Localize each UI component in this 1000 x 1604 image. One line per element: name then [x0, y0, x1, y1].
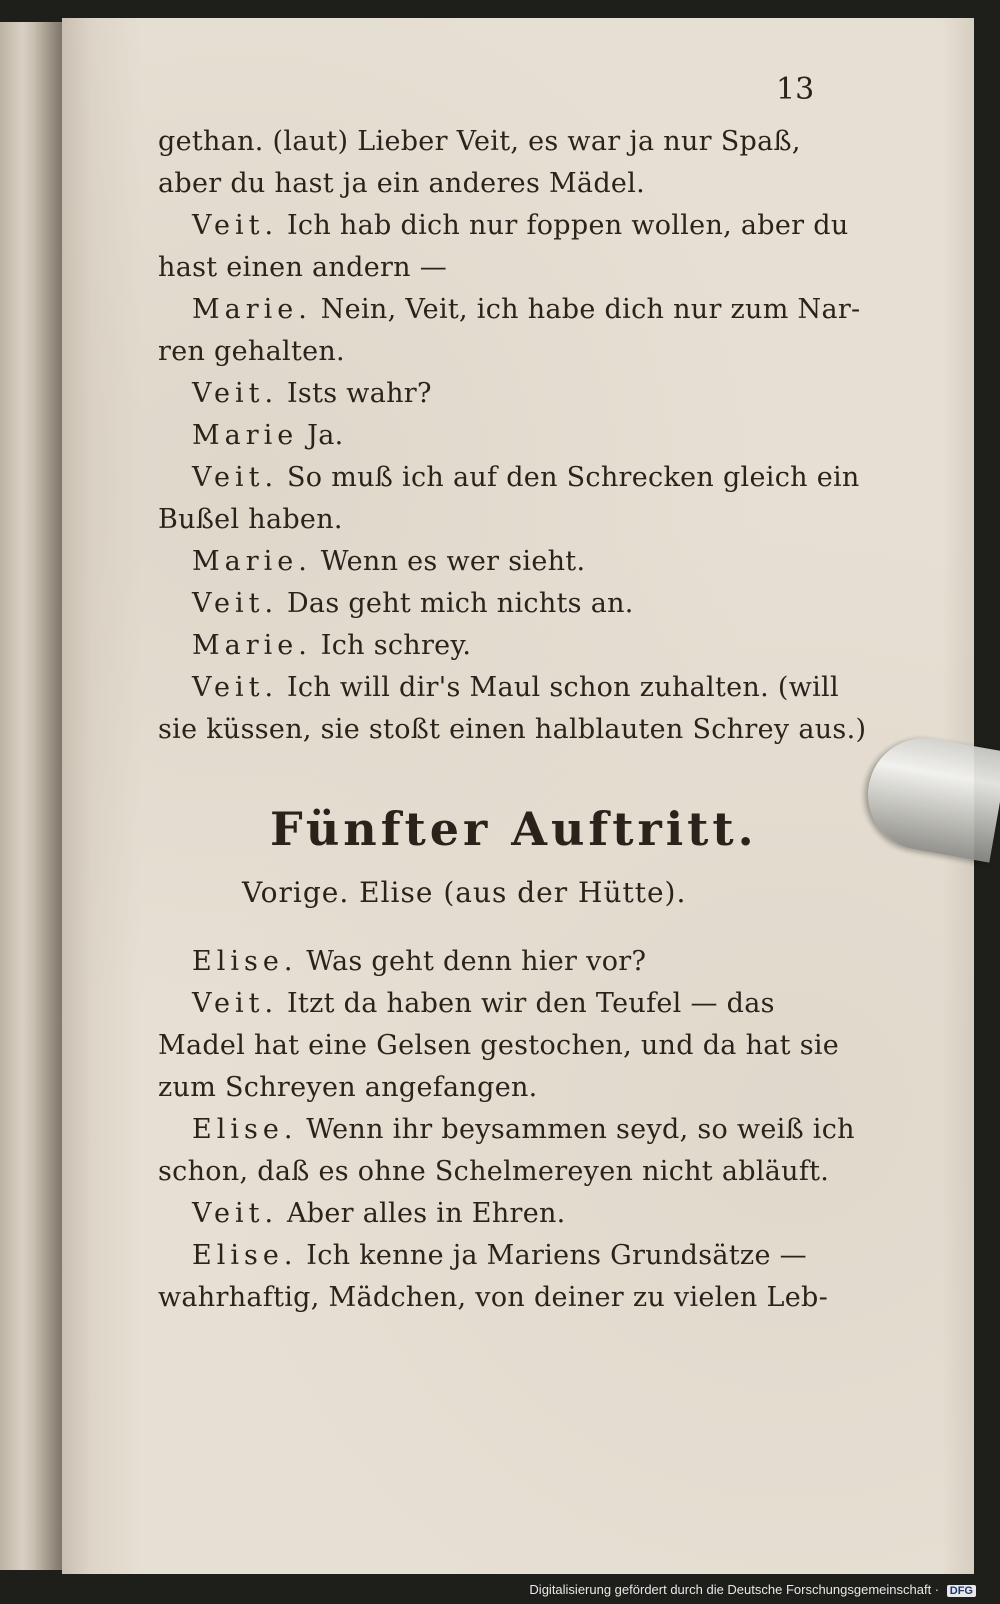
speaker-name: Veit. — [192, 588, 279, 619]
line-text: Itzt da haben wir den Teufel — das — [286, 988, 775, 1019]
line-text: Das geht mich nichts an. — [286, 588, 634, 619]
line-text: wahrhaftig, Mädchen, von deiner zu vielen Leb- — [158, 1282, 828, 1313]
scene-heading: Fünfter Auftritt. — [270, 802, 758, 856]
speaker-name: Elise. — [192, 1240, 298, 1271]
line-text: ren gehalten. — [158, 336, 345, 367]
speaker-name: Marie. — [192, 630, 312, 661]
line-text: Madel hat eine Gelsen gestochen, und da hat sie — [158, 1030, 840, 1061]
speaker-name: Veit. — [192, 1198, 279, 1229]
dfg-logo: DFG — [947, 1585, 976, 1597]
line-text: Bußel haben. — [158, 504, 343, 535]
speaker-name: Veit. — [192, 378, 279, 409]
digitization-credit — [529, 1582, 976, 1597]
speaker-name: Elise. — [192, 946, 298, 977]
speaker-name: Veit. — [192, 672, 279, 703]
gutter-shadow — [34, 22, 64, 1570]
line-text: So muß ich auf den Schrecken gleich ein — [286, 462, 860, 493]
text-line — [158, 714, 866, 745]
line-text: Ich schrey. — [320, 630, 472, 661]
line-text: Aber alles in Ehren. — [286, 1198, 566, 1229]
dialogue-line — [192, 988, 775, 1019]
text-line — [158, 168, 645, 199]
line-text: hast einen andern — — [158, 252, 448, 283]
text-line — [158, 504, 343, 535]
dialogue-line — [192, 462, 860, 493]
dialogue-line — [192, 946, 646, 977]
dialogue-line — [192, 378, 432, 409]
dialogue-line — [192, 1198, 566, 1229]
page-number: 13 — [776, 72, 815, 107]
line-text: Ists wahr? — [286, 378, 432, 409]
text-line — [158, 1282, 828, 1313]
dialogue-line — [192, 546, 585, 577]
speaker-name: Veit. — [192, 210, 279, 241]
dialogue-line — [192, 1240, 807, 1271]
scene-subheading: Vorige. Elise (aus der Hütte). — [242, 876, 687, 909]
line-text: sie küssen, sie stoßt einen halblauten Schrey aus.) — [158, 714, 867, 745]
line-text: Ja. — [307, 420, 344, 451]
line-text: Wenn es wer sieht. — [320, 546, 586, 577]
line-text: Ich hab dich nur foppen wollen, aber du — [286, 210, 849, 241]
speaker-name: Elise. — [192, 1114, 298, 1145]
line-text: Wenn ihr beysammen seyd, so weiß ich — [306, 1114, 855, 1145]
text-line — [158, 1030, 839, 1061]
line-text: gethan. (laut) Lieber Veit, es war ja nur Spaß, — [158, 126, 801, 157]
dialogue-line — [192, 420, 344, 451]
speaker-name: Marie. — [192, 294, 312, 325]
line-text: aber du hast ja ein anderes Mädel. — [158, 168, 646, 199]
line-text: schon, daß es ohne Schelmereyen nicht abläuft. — [158, 1156, 830, 1187]
text-line — [158, 1072, 538, 1103]
line-text: zum Schreyen angefangen. — [158, 1072, 538, 1103]
line-text: Ich will dir's Maul schon zuhalten. (will — [286, 672, 839, 703]
text-line — [158, 252, 447, 283]
dialogue-line — [192, 588, 634, 619]
text-line — [158, 1156, 829, 1187]
dialogue-line — [192, 1114, 855, 1145]
text-line — [158, 336, 345, 367]
credit-text: Digitalisierung gefördert durch die Deutsche Forschungsgemeinschaft · — [529, 1582, 940, 1597]
dialogue-line — [192, 672, 839, 703]
dialogue-line — [192, 630, 471, 661]
speaker-name: Veit. — [192, 988, 279, 1019]
line-text: Was geht denn hier vor? — [306, 946, 647, 977]
text-line — [158, 126, 801, 157]
speaker-name: Veit. — [192, 462, 279, 493]
line-text: Nein, Veit, ich habe dich nur zum Nar- — [320, 294, 861, 325]
dialogue-line — [192, 294, 860, 325]
speaker-name: Marie — [192, 420, 299, 451]
line-text: Ich kenne ja Mariens Grundsätze — — [306, 1240, 807, 1271]
book-page — [62, 18, 974, 1574]
speaker-name: Marie. — [192, 546, 312, 577]
dialogue-line — [192, 210, 849, 241]
